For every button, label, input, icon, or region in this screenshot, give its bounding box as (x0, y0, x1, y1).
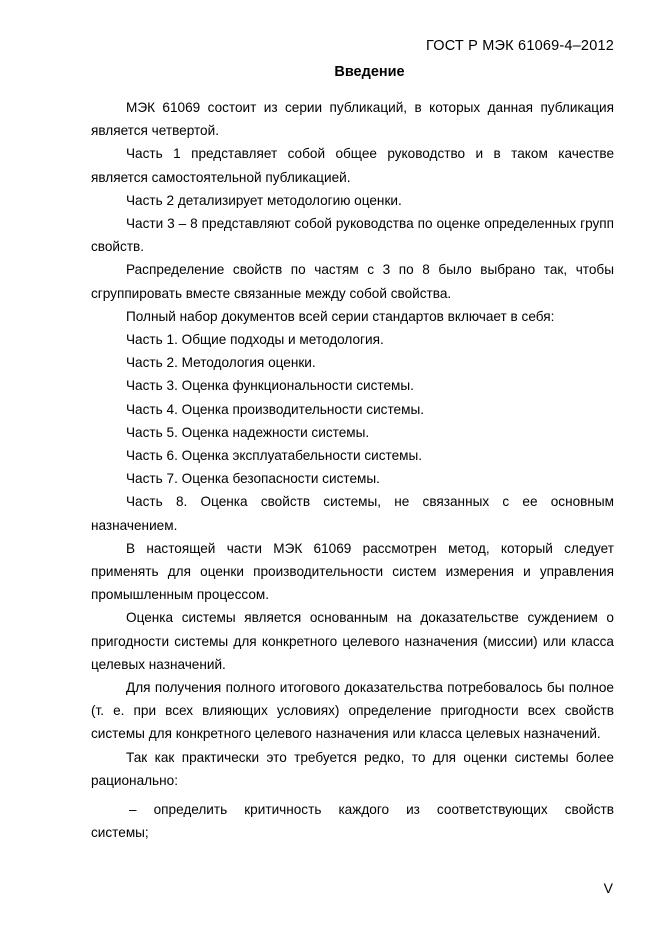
paragraph: В настоящей части МЭК 61069 рассмотрен метод, который следует применять для оценки производительности систем измерения и управления промышленным процессом. (91, 540, 614, 603)
list-item: Часть 6. Оценка эксплуатабельности системы. (126, 448, 423, 464)
paragraph: Части 3 – 8 представляют собой руководства по оценке определенных групп свойств. (91, 216, 614, 255)
paragraph: Полный набор документов всей серии стандартов включает в себя: (126, 308, 555, 324)
paragraph: Часть 1 представляет собой общее руководство и в таком качестве является самостоятельной публикацией. (91, 146, 614, 185)
document-body (91, 96, 614, 845)
section-title: Введение (334, 64, 405, 80)
dash-list-item: – определить критичность каждого из соответствующих свойств системы; (91, 802, 614, 841)
paragraph: Часть 2 детализирует методологию оценки. (126, 192, 402, 208)
list-item: Часть 4. Оценка производительности системы. (126, 401, 425, 417)
list-item: Часть 3. Оценка функциональности системы. (126, 378, 414, 394)
paragraph: Для получения полного итогового доказательства потребовалось бы полное (т. е. при всех влияющих условиях) определение пригодности всех свойств системы для конкретного целевого назначения или класса целевых назначений. (91, 680, 614, 742)
list-item: Часть 7. Оценка безопасности системы. (126, 471, 380, 487)
document-header: ГОСТ Р МЭК 61069-4–2012 (425, 38, 614, 54)
page-number: V (603, 880, 613, 896)
list-item: Часть 1. Общие подходы и методология. (126, 332, 384, 348)
paragraph: Так как практически это требуется редко, то для оценки системы более рационально: (91, 749, 614, 788)
list-item: Часть 2. Методология оценки. (126, 355, 316, 371)
list-item: Часть 8. Оценка свойств системы, не связанных с ее основным назначением. (91, 494, 614, 533)
paragraph: Оценка системы является основанным на доказательстве суждением о пригодности системы для конкретного целевого назначения (миссии) или класса целевых назначений. (91, 610, 614, 672)
list-item: Часть 5. Оценка надежности системы. (126, 424, 370, 440)
paragraph: МЭК 61069 состоит из серии публикаций, в которых данная публикация является четвертой. (91, 100, 614, 139)
paragraph: Распределение свойств по частям с 3 по 8 было выбрано так, чтобы сгруппировать вместе связанные между собой свойства. (91, 262, 614, 301)
